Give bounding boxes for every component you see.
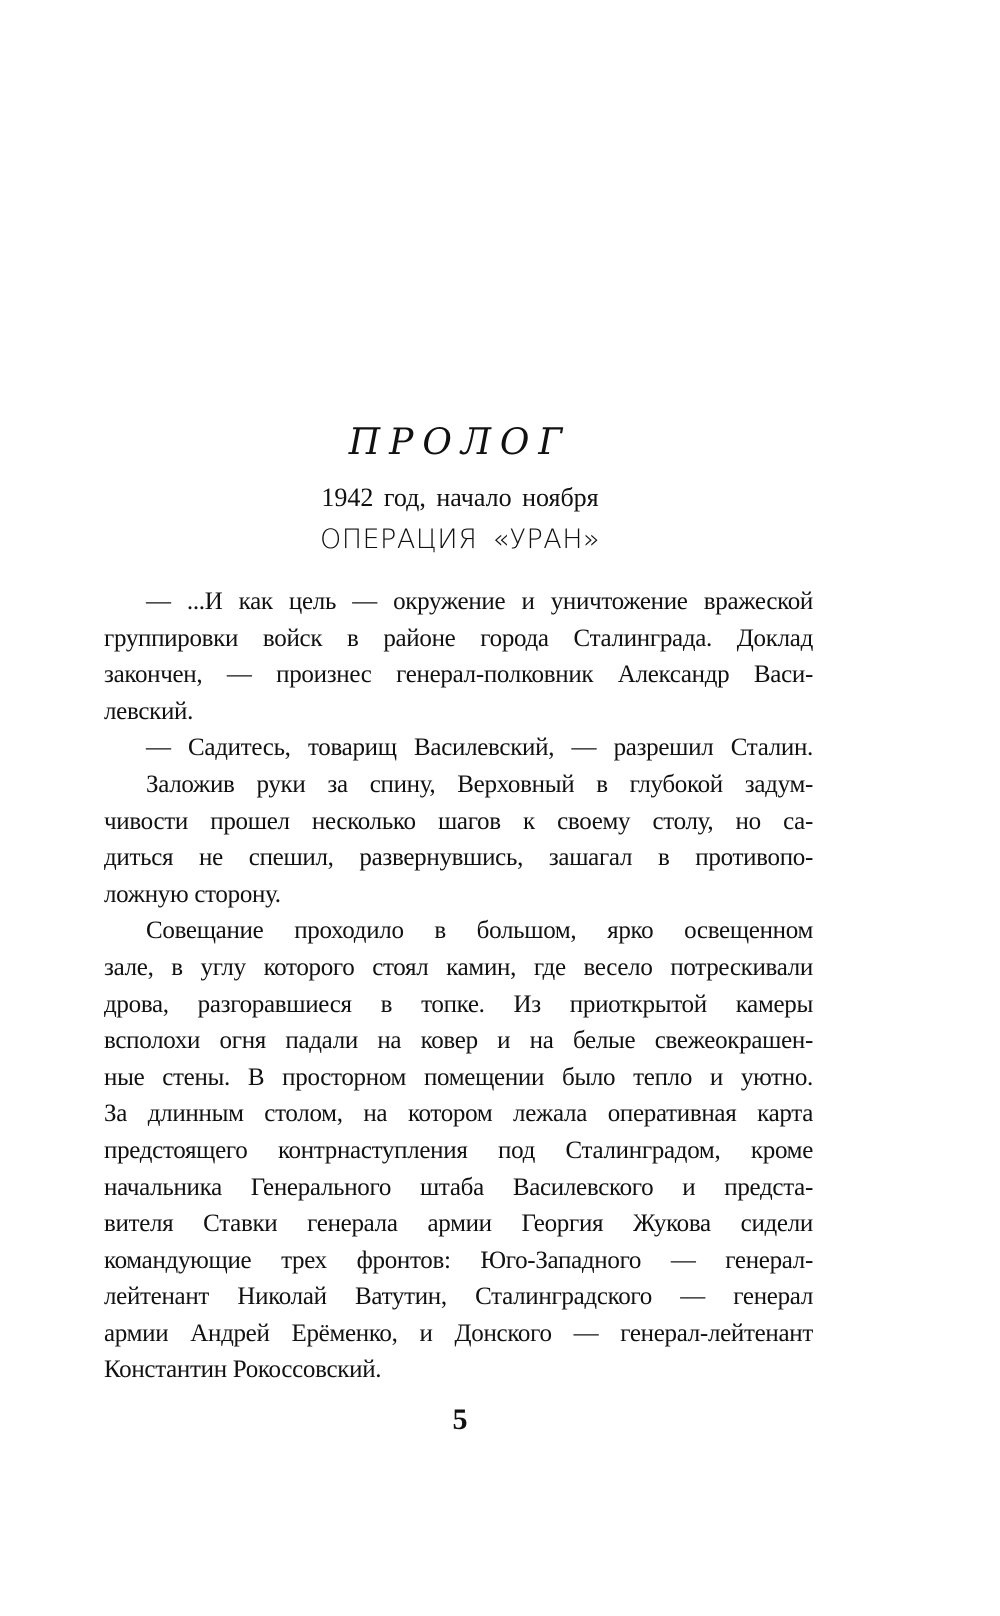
body-line: [104, 987, 813, 1024]
page-number: 5: [452, 1403, 468, 1436]
chapter-date: 1942 год, начало ноября: [321, 483, 599, 512]
body-line: [104, 767, 813, 804]
body-line: [104, 913, 813, 950]
body-line-text: дрова, разгоравшиеся в топке. Из приоткрытой камеры: [104, 990, 813, 1018]
body-line: [104, 877, 813, 914]
body-line: [104, 730, 813, 767]
body-line-text: армии Андрей Ерёменко, и Донского — генерал-лейтенант: [104, 1319, 813, 1347]
body-line-text: лейтенант Николай Ватутин, Сталинградского — генерал: [104, 1283, 813, 1311]
chapter-title: ПРОЛОГ: [348, 422, 572, 463]
body-line-text: ные стены. В просторном помещении было тепло и уютно.: [104, 1063, 813, 1091]
body-line: [104, 1023, 813, 1060]
body-line: [104, 840, 813, 877]
body-line-text: ложную сторону.: [104, 880, 281, 908]
body-line: [104, 621, 813, 658]
body-line-text: За длинным столом, на котором лежала оперативная карта: [104, 1100, 813, 1128]
body-line-text: командующие трех фронтов: Юго-Западного — генерал-: [104, 1246, 813, 1274]
body-line: [104, 1096, 813, 1133]
body-line: [104, 1060, 813, 1097]
body-line-text: — Садитесь, товарищ Василевский, — разрешил Сталин.: [146, 734, 813, 762]
body-line-text: левский.: [104, 697, 194, 725]
body-line: [104, 584, 813, 621]
body-line: [104, 950, 813, 987]
body-line-text: чивости прошел несколько шагов к своему столу, но са-: [104, 807, 813, 835]
body-line-text: Заложив руки за спину, Верховный в глубокой задум-: [146, 770, 813, 798]
body-line: [104, 1170, 813, 1207]
body-line-text: — ...И как цель — окружение и уничтожение вражеской: [146, 588, 813, 615]
body-text: [104, 584, 813, 1389]
body-line: [104, 1243, 813, 1280]
body-line-text: вителя Ставки генерала армии Георгия Жукова сидели: [104, 1210, 813, 1238]
body-line: [104, 1133, 813, 1170]
body-line-text: Константин Рокоссовский.: [104, 1356, 382, 1384]
body-line-text: всполохи огня падали на ковер и на белые свежеокрашен-: [104, 1027, 813, 1055]
body-line-text: начальника Генерального штаба Василевского и предста-: [104, 1173, 813, 1201]
body-line: [104, 694, 813, 731]
body-line-text: группировки войск в районе города Сталинграда. Доклад: [104, 624, 813, 652]
body-line-text: диться не спешил, развернувшись, зашагал в противопо-: [104, 844, 813, 872]
body-line: [104, 804, 813, 841]
body-line: [104, 1316, 813, 1353]
body-line: [104, 657, 813, 694]
body-line-text: предстоящего контрнаступления под Сталинградом, кроме: [104, 1136, 813, 1164]
body-line: [104, 1206, 813, 1243]
body-line: [104, 1352, 813, 1389]
chapter-operation-title: ОПЕРАЦИЯ «УРАН»: [319, 524, 601, 555]
body-line: [104, 1279, 813, 1316]
body-line-text: закончен, — произнес генерал-полковник Александр Васи-: [104, 661, 813, 689]
body-line-text: зале, в углу которого стоял камин, где весело потрескивали: [104, 953, 813, 981]
body-line-text: Совещание проходило в большом, ярко освещенном: [146, 917, 813, 945]
